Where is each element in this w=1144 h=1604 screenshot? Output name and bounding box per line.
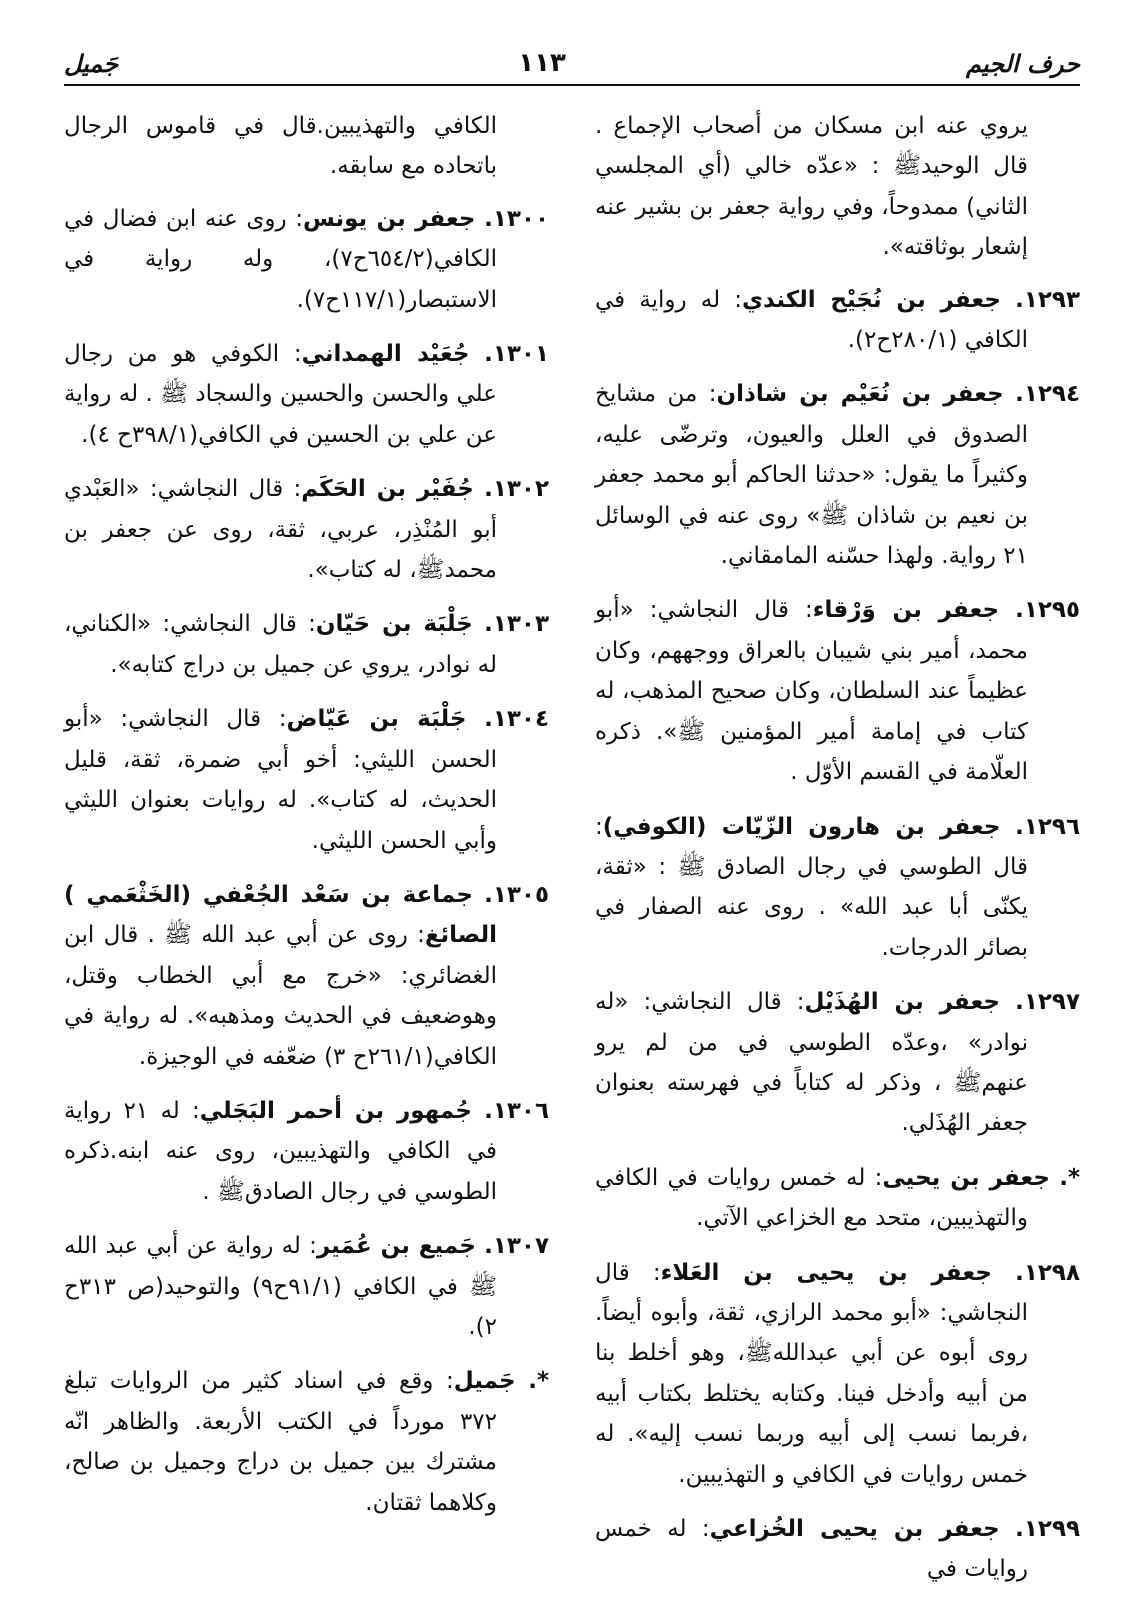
entry-number: ١٣٠٢. — [484, 476, 549, 503]
entry: ١٢٩٩. جعفر بن يحيى الخُزاعي: له خمس روايات في — [595, 1516, 1081, 1583]
entry-name: جُعَيْد الهمداني — [301, 341, 470, 368]
entry-text: قال النجاشي: «العَبْدي أبو المُنْذِر، عربي، ثقة، روى عن جعفر بن محمدﷺ، له كتاب». — [64, 476, 497, 584]
entry: *. جَميل: وقع في اسناد كثير من الروايات تبلغ ٣٧٢ مورداً في الكتب الأربعة. والظاهر انّه مشترك بين جميل بن دراج وجميل بن صالح، وكلاهما ثقتان. — [64, 1368, 550, 1516]
entry: *. جعفر بن يحيى: له خمس روايات في الكافي والتهذيبين، متحد مع الخزاعي الآتي. — [595, 1164, 1081, 1232]
entry: ١٢٩٦. جعفر بن هارون الزّيّات (الكوفي): قال الطوسي في رجال الصادق ﷺ : «ثقة، يكنّى أبا عبد الله» . روى عنه الصفار في بصائر الدرجات. — [595, 813, 1080, 961]
entry: ١٢٩٨. جعفر بن يحيى بن العَلاء: قال النجاشي: «أبو محمد الرازي، ثقة، وأبوه أيضاً. روى أبوه عن أبي عبداللهﷺ، وهو أخلط بنا من أبيه وأدخل فينا. وكتابه يختلط بكتاب أبيه ،فربما نسب إلى أبيه وربما نسب إليه». له خمس روايات في الكافي و التهذيبين. — [595, 1259, 1081, 1488]
entry-name: جعفر بن نُعَيْم بن شاذان — [716, 381, 1004, 408]
entry-text: له رواية في الكافي (٢٨٠/١ح٢). — [595, 286, 1028, 354]
entry-number: ١٣٠٧. — [484, 1233, 550, 1260]
entry-text: يروي عنه ابن مسكان من أصحاب الإجماع . قال الوحيدﷺ : «عدّه خالي (أي المجلسي الثاني) ممدوحاً، وفي رواية جعفر بن بشير عنه إشعار بوثاقته». — [595, 113, 1028, 261]
entry-name: جُمهور بن أحمر البَجَلي — [199, 1097, 472, 1124]
entry-text: الكافي والتهذيبين.قال في قاموس الرجال باتحاده مع سابقه. — [64, 113, 497, 180]
entry — [595, 106, 1080, 268]
entry-text: روى عن أبي عبد الله ﷺ . قال ابن الغضائري: «خرج مع أبي الخطاب وقتل، وهوضعيف في الحديث ومذهبه». له رواية في الكافي(٢٦١/١ح ٣) ضعّفه في الوجيزة. — [64, 922, 497, 1070]
entry-number: ١٢٩٧. — [1015, 989, 1081, 1016]
entry-name: جَلْبَة بن حَيّان — [315, 611, 473, 638]
entry-text: الكوفي هو من رجال علي والحسن والحسين والسجاد ﷺ . له رواية عن علي بن الحسين في الكافي(٣٩٨/١ح ٤). — [64, 341, 497, 448]
entry-text: قال النجاشي: «أبو محمد الرازي، ثقة، وأبوه أيضاً. روى أبوه عن أبي عبداللهﷺ، وهو أخلط بنا من أبيه وأدخل فينا. وكتابه يختلط بكتاب أبيه ،فربما نسب إلى أبيه وربما نسب إليه». له خمس روايات في الكافي و التهذيبين. — [595, 1259, 1028, 1488]
entry-number: ١٢٩٥. — [1015, 597, 1081, 624]
entry: ١٣٠٤. جَلْبَة بن عَيّاض: قال النجاشي: «أبو الحسن الليثي: أخو أبي ضمرة، ثقة، قليل الحديث، له كتاب». له روايات بعنوان الليثي وأبي الحسن الليثي. — [64, 706, 550, 854]
entry-text: له خمس روايات في الكافي والتهذيبين، متحد مع الخزاعي الآتي. — [595, 1164, 1028, 1232]
entry-text: له خمس روايات في — [595, 1516, 1028, 1583]
entry-number: ١٢٩٨. — [1015, 1259, 1081, 1286]
entry-number: ١٢٩٩. — [1015, 1516, 1081, 1542]
entry-number: *. — [528, 1368, 550, 1395]
header-rule — [64, 84, 1080, 86]
page-header — [64, 38, 1080, 78]
entry-name: جعفر بن وَرْقاء — [812, 597, 1000, 624]
entry-text: له ٢١ رواية في الكافي والتهذيبين، روى عنه ابنه.ذكره الطوسي في رجال الصادقﷺ . — [64, 1097, 497, 1205]
entry-name: جَميل — [453, 1368, 516, 1395]
entry-name: جعفر بن يحيى — [882, 1164, 1050, 1191]
entry-name: جُفَيْر بن الحَكَم — [301, 476, 474, 503]
entry-text: له رواية عن أبي عبد الله ﷺ في الكافي (٩١/١ح٩) والتوحيد(ص ٣١٣ح ٢). — [64, 1233, 497, 1340]
entry-name: جعفر بن الهُذَيْل — [804, 989, 1001, 1016]
entry: ١٢٩٣. جعفر بن نُجَيْح الكندي: له رواية في الكافي (٢٨٠/١ح٢). — [595, 286, 1081, 354]
entry-number: ١٣٠٥. — [484, 881, 549, 908]
entry: ١٣٠٣. جَلْبَة بن حَيّان: قال النجاشي: «الكناني، له نوادر، يروي عن جميل بن دراج كتابه». — [64, 611, 550, 678]
entry-text: قال النجاشي: «أبو الحسن الليثي: أخو أبي ضمرة، ثقة، قليل الحديث، له كتاب». له روايات بعنوان الليثي وأبي الحسن الليثي. — [64, 706, 497, 854]
entry-number: ١٣٠٠. — [484, 205, 549, 232]
entry: ١٢٩٧. جعفر بن الهُذَيْل: قال النجاشي: «له نوادر» ،وعدّه الطوسي في من لم يرو عنهمﷺ ، وذكر له كتاباً في فهرسته بعنوان جعفر الهُذَلي. — [595, 989, 1081, 1137]
entry-name: جعفر بن هارون الزّيّات (الكوفي) — [602, 813, 1001, 840]
entry-number: ١٣٠١. — [484, 341, 550, 368]
page-number: ١١٣ — [518, 48, 566, 78]
entry-name: جعفر بن نُجَيْح الكندي — [741, 286, 1001, 313]
entry — [64, 106, 549, 187]
entry-number: ١٢٩٣. — [1015, 286, 1081, 313]
entry-name: جماعة بن سَعْد الجُعْفي (الخَثْعَمي ) الصائغ — [64, 881, 497, 949]
header-section-title: حرف الجيم — [966, 50, 1080, 78]
entry-number: ١٢٩٤. — [1015, 381, 1081, 408]
entry-number: ١٢٩٦. — [1015, 813, 1080, 840]
left-column — [64, 106, 549, 1604]
entry-number: ١٣٠٦. — [484, 1097, 550, 1124]
entry-text: وقع في اسناد كثير من الروايات تبلغ ٣٧٢ مورداً في الكتب الأربعة. والظاهر انّه مشترك بين جميل بن دراج وجميل بن صالح، وكلاهما ثقتان. — [64, 1368, 497, 1516]
entry-number: *. — [1059, 1164, 1081, 1191]
entry-name: جعفر بن يحيى بن العَلاء — [660, 1259, 992, 1286]
entry-text: قال النجاشي: «الكناني، له نوادر، يروي عن جميل بن دراج كتابه». — [64, 611, 497, 678]
entry-text: قال النجاشي: «أبو محمد، أمير بني شيبان بالعراق ووجههم، وكان عظيماً عند السلطان، وكان صحيح المذهب، له كتاب في إمامة أمير المؤمنين ﷺ». ذكره العلّامة في القسم الأوّل . — [595, 597, 1028, 786]
entry-text: قال النجاشي: «له نوادر» ،وعدّه الطوسي في من لم يرو عنهمﷺ ، وذكر له كتاباً في فهرسته بعنوان جعفر الهُذَلي. — [595, 989, 1028, 1137]
entry-number: ١٣٠٣. — [484, 611, 550, 638]
entry-name: جَلْبَة بن عَيّاض — [286, 706, 467, 733]
entry-name: جَميع بن عُمَير — [316, 1233, 476, 1260]
entry-name: جعفر بن يونس — [302, 205, 476, 232]
entry-text: من مشايخ الصدوق في العلل والعيون، وترضّى عليه، وكثيراً ما يقول: «حدثنا الحاكم أبو محمد جعفر بن نعيم بن شاذان ﷺ» روى عنه في الوسائل ٢١ رواية. ولهذا حسّنه المامقاني. — [595, 381, 1028, 570]
entry: ١٢٩٥. جعفر بن وَرْقاء: قال النجاشي: «أبو محمد، أمير بني شيبان بالعراق ووجههم، وكان عظيماً عند السلطان، وكان صحيح المذهب، له كتاب في إمامة أمير المؤمنين ﷺ». ذكره العلّامة في القسم الأوّل . — [595, 597, 1081, 786]
right-column — [595, 106, 1080, 1604]
columns — [64, 106, 1080, 1604]
entry: ١٣٠٢. جُفَيْر بن الحَكَم: قال النجاشي: «العَبْدي أبو المُنْذِر، عربي، ثقة، روى عن جعفر بن محمدﷺ، له كتاب». — [64, 476, 549, 584]
entry: ١٣٠١. جُعَيْد الهمداني: الكوفي هو من رجال علي والحسن والحسين والسجاد ﷺ . له رواية عن علي بن الحسين في الكافي(٣٩٨/١ح ٤). — [64, 341, 550, 448]
entry: ١٣٠٥. جماعة بن سَعْد الجُعْفي (الخَثْعَمي ) الصائغ: روى عن أبي عبد الله ﷺ . قال ابن الغضائري: «خرج مع أبي الخطاب وقتل، وهوضعيف في الحديث ومذهبه». له رواية في الكافي(٢٦١/١ح ٣) ضعّفه في الوجيزة. — [64, 881, 549, 1070]
entry: ١٣٠٧. جَميع بن عُمَير: له رواية عن أبي عبد الله ﷺ في الكافي (٩١/١ح٩) والتوحيد(ص ٣١٣ح ٢). — [64, 1233, 550, 1340]
entry-name: جعفر بن يحيى الخُزاعي — [709, 1516, 1000, 1542]
entry: ١٢٩٤. جعفر بن نُعَيْم بن شاذان: من مشايخ الصدوق في العلل والعيون، وترضّى عليه، وكثيراً ما يقول: «حدثنا الحاكم أبو محمد جعفر بن نعيم بن شاذان ﷺ» روى عنه في الوسائل ٢١ رواية. ولهذا حسّنه المامقاني. — [595, 381, 1081, 570]
entry-text: روى عنه ابن فضال في الكافي(٦٥٤/٢ح٧)، وله رواية في الاستبصار(١١٧/١ح٧). — [64, 205, 497, 313]
entry: ١٣٠٠. جعفر بن يونس: روى عنه ابن فضال في الكافي(٦٥٤/٢ح٧)، وله رواية في الاستبصار(١١٧/١ح٧). — [64, 205, 549, 313]
entry: ١٣٠٦. جُمهور بن أحمر البَجَلي: له ٢١ رواية في الكافي والتهذيبين، روى عنه ابنه.ذكره الطوسي في رجال الصادقﷺ . — [64, 1097, 550, 1205]
entry-text: قال الطوسي في رجال الصادق ﷺ : «ثقة، يكنّى أبا عبد الله» . روى عنه الصفار في بصائر الدرجات. — [595, 853, 1028, 961]
header-running-title: جَميل — [64, 50, 119, 78]
entry-number: ١٣٠٤. — [484, 706, 550, 733]
